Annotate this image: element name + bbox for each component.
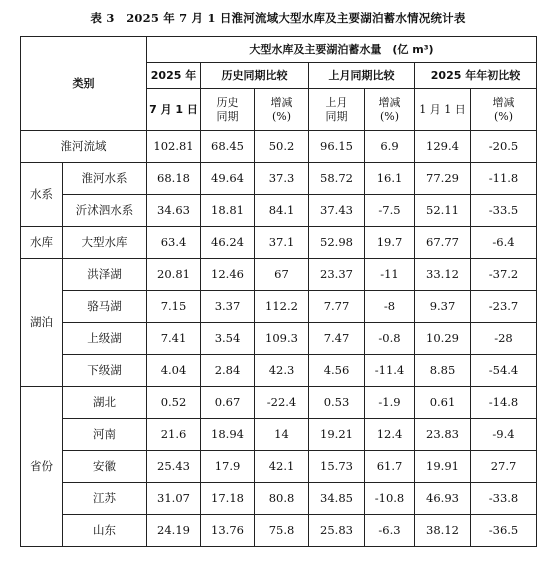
cell: 3.54 [201, 323, 255, 355]
cell: 6.9 [365, 131, 415, 163]
cell: -20.5 [471, 131, 537, 163]
cell: 0.53 [309, 387, 365, 419]
table-row [21, 227, 537, 259]
cell: 25.83 [309, 515, 365, 547]
cell: -23.7 [471, 291, 537, 323]
cell: 37.1 [255, 227, 309, 259]
cell: 33.12 [415, 259, 471, 291]
group-label-hubo: 湖泊 [21, 259, 63, 387]
cell: 0.67 [201, 387, 255, 419]
cell: 50.2 [255, 131, 309, 163]
hist-change-header: 增减 (%) [255, 89, 309, 131]
row-name: 河南 [63, 419, 147, 451]
cell: 67 [255, 259, 309, 291]
cell: 42.1 [255, 451, 309, 483]
cell: 8.85 [415, 355, 471, 387]
row-name: 上级湖 [63, 323, 147, 355]
prev-same-header: 上月 同期 [309, 89, 365, 131]
cell: 96.15 [309, 131, 365, 163]
table-row [21, 515, 537, 547]
cell: 109.3 [255, 323, 309, 355]
cell: 27.7 [471, 451, 537, 483]
group-label-shuiku: 水库 [21, 227, 63, 259]
table-row [21, 291, 537, 323]
table-row [21, 355, 537, 387]
cell: 15.73 [309, 451, 365, 483]
cell: -0.8 [365, 323, 415, 355]
cell: -28 [471, 323, 537, 355]
cell: 49.64 [201, 163, 255, 195]
row-name: 洪泽湖 [63, 259, 147, 291]
group-label-shengfen: 省份 [21, 387, 63, 547]
row-name: 下级湖 [63, 355, 147, 387]
table-row [21, 195, 537, 227]
cell: 67.77 [415, 227, 471, 259]
group-label-shuixi: 水系 [21, 163, 63, 227]
cell: 9.37 [415, 291, 471, 323]
cell: 34.63 [147, 195, 201, 227]
cell: 129.4 [415, 131, 471, 163]
cell: 52.98 [309, 227, 365, 259]
row-name: 安徽 [63, 451, 147, 483]
row-name: 大型水库 [63, 227, 147, 259]
table-caption: 表 3 2025 年 7 月 1 日淮河流域大型水库及主要湖泊蓄水情况统计表 [90, 11, 466, 25]
storage-header: 大型水库及主要湖泊蓄水量 (亿 m³) [147, 37, 537, 63]
cell: 75.8 [255, 515, 309, 547]
cell: 46.24 [201, 227, 255, 259]
cell: 38.12 [415, 515, 471, 547]
cell: 10.29 [415, 323, 471, 355]
cell: -6.4 [471, 227, 537, 259]
cell: 7.47 [309, 323, 365, 355]
cell: 21.6 [147, 419, 201, 451]
ytd-date-header: 1 月 1 日 [415, 89, 471, 131]
table-row [21, 131, 537, 163]
cell: 23.37 [309, 259, 365, 291]
table-row [21, 323, 537, 355]
cell: -54.4 [471, 355, 537, 387]
cell: 112.2 [255, 291, 309, 323]
cell: 52.11 [415, 195, 471, 227]
cell: 16.1 [365, 163, 415, 195]
cell: 25.43 [147, 451, 201, 483]
cell: 4.04 [147, 355, 201, 387]
cell: 17.18 [201, 483, 255, 515]
cell: 19.7 [365, 227, 415, 259]
cell: -7.5 [365, 195, 415, 227]
cell: 14 [255, 419, 309, 451]
cell: -10.8 [365, 483, 415, 515]
cell: -11 [365, 259, 415, 291]
cell: -9.4 [471, 419, 537, 451]
hist-group-header: 历史同期比较 [201, 63, 309, 89]
hist-same-header: 历史 同期 [201, 89, 255, 131]
cell: 18.94 [201, 419, 255, 451]
cell: -11.4 [365, 355, 415, 387]
cell: -1.9 [365, 387, 415, 419]
cell: 46.93 [415, 483, 471, 515]
cell: 3.37 [201, 291, 255, 323]
table-row [21, 259, 537, 291]
cell: -33.8 [471, 483, 537, 515]
cell: 24.19 [147, 515, 201, 547]
table-row [21, 451, 537, 483]
cell: -33.5 [471, 195, 537, 227]
row-name: 淮河流域 [21, 131, 147, 163]
cell: 77.29 [415, 163, 471, 195]
ytd-change-header: 增减 (%) [471, 89, 537, 131]
table-row [21, 419, 537, 451]
cell: -36.5 [471, 515, 537, 547]
row-name: 江苏 [63, 483, 147, 515]
storage-table [20, 36, 537, 547]
cell: 2.84 [201, 355, 255, 387]
cell: 4.56 [309, 355, 365, 387]
cell: -8 [365, 291, 415, 323]
cell: 61.7 [365, 451, 415, 483]
cell: 68.18 [147, 163, 201, 195]
cell: 19.91 [415, 451, 471, 483]
cell: 63.4 [147, 227, 201, 259]
cell: 37.43 [309, 195, 365, 227]
cell: 68.45 [201, 131, 255, 163]
category-header: 类别 [21, 37, 147, 131]
cell: 13.76 [201, 515, 255, 547]
row-name: 山东 [63, 515, 147, 547]
cell: 80.8 [255, 483, 309, 515]
cell: -6.3 [365, 515, 415, 547]
cell: 58.72 [309, 163, 365, 195]
cell: 0.52 [147, 387, 201, 419]
cell: -11.8 [471, 163, 537, 195]
cell: 19.21 [309, 419, 365, 451]
row-name: 沂沭泗水系 [63, 195, 147, 227]
cell: 84.1 [255, 195, 309, 227]
col-2025-bottom: 7 月 1 日 [147, 89, 201, 131]
col-2025-top: 2025 年 [147, 63, 201, 89]
cell: 37.3 [255, 163, 309, 195]
prev-change-header: 增减 (%) [365, 89, 415, 131]
row-name: 淮河水系 [63, 163, 147, 195]
cell: 7.41 [147, 323, 201, 355]
cell: 0.61 [415, 387, 471, 419]
cell: 7.77 [309, 291, 365, 323]
cell: 31.07 [147, 483, 201, 515]
cell: 20.81 [147, 259, 201, 291]
table-row [21, 483, 537, 515]
row-name: 湖北 [63, 387, 147, 419]
cell: -22.4 [255, 387, 309, 419]
row-name: 骆马湖 [63, 291, 147, 323]
ytd-group-header: 2025 年年初比较 [415, 63, 537, 89]
cell: 102.81 [147, 131, 201, 163]
prev-group-header: 上月同期比较 [309, 63, 415, 89]
cell: 17.9 [201, 451, 255, 483]
table-row [21, 387, 537, 419]
cell: -14.8 [471, 387, 537, 419]
cell: 12.4 [365, 419, 415, 451]
cell: 7.15 [147, 291, 201, 323]
cell: -37.2 [471, 259, 537, 291]
cell: 12.46 [201, 259, 255, 291]
cell: 42.3 [255, 355, 309, 387]
cell: 23.83 [415, 419, 471, 451]
cell: 18.81 [201, 195, 255, 227]
table-row [21, 163, 537, 195]
cell: 34.85 [309, 483, 365, 515]
